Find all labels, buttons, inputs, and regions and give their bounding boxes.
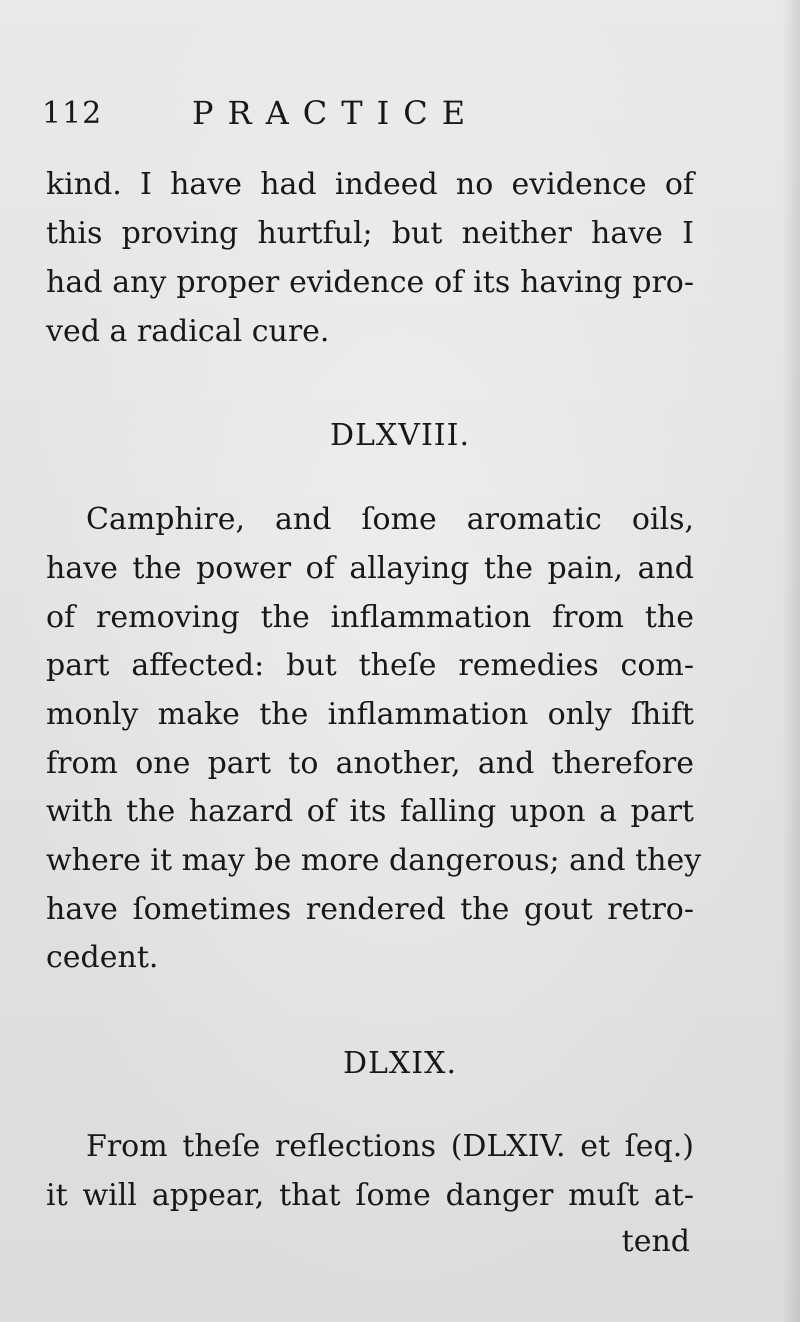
text-line: had any proper evidence of its having pro-	[46, 265, 694, 300]
text-line: it will appear, that ſome danger muſt at-	[46, 1178, 694, 1213]
text-line: Camphire, and ſome aromatic oils,	[86, 502, 694, 537]
page-header	[42, 96, 762, 136]
text-line: monly make the inflammation only ſhift	[46, 697, 694, 732]
text-line: From theſe reflections (DLXIV. et ſeq.)	[86, 1129, 694, 1164]
text-line: of removing the inflammation from the	[46, 600, 694, 635]
catchword: tend	[621, 1224, 690, 1259]
section-heading: DLXIX.	[342, 1046, 458, 1081]
text-line: this proving hurtful; but neither have I	[46, 216, 694, 251]
text-line: kind. I have had indeed no evidence of	[46, 167, 694, 202]
text-line: where it may be more dangerous; and they	[46, 843, 702, 878]
page-number: 112	[42, 96, 103, 131]
section-heading: DLXVIII.	[329, 418, 471, 453]
page-edge-shadow	[782, 0, 800, 1322]
text-line: part affected: but theſe remedies com-	[46, 648, 694, 683]
text-line: from one part to another, and therefore	[46, 746, 694, 781]
text-line: have the power of allaying the pain, and	[46, 551, 694, 586]
text-line: with the hazard of its falling upon a part	[46, 794, 694, 829]
text-line: cedent.	[46, 940, 159, 975]
running-head: PRACTICE	[192, 94, 480, 132]
text-line: ved a radical cure.	[46, 314, 330, 349]
text-line: have ſometimes rendered the gout retro-	[46, 892, 694, 927]
